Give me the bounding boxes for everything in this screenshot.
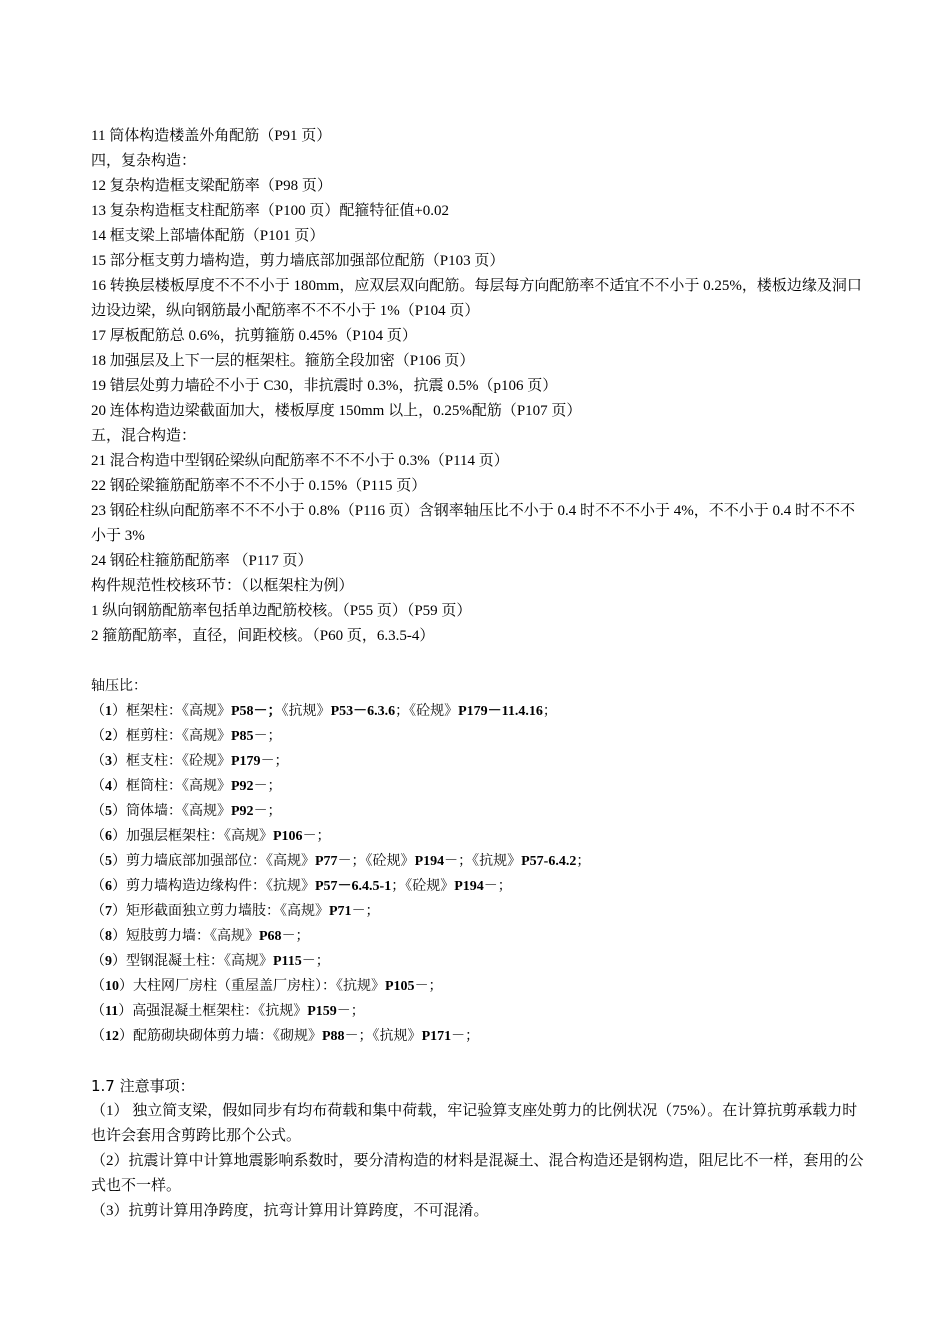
paragraph: 18 加强层及上下一层的框架柱。箍筋全段加密（P106 页）	[91, 353, 475, 369]
axial-ratio-item	[91, 749, 865, 774]
axial-ratio-text: P179	[231, 754, 261, 769]
spacer	[91, 649, 865, 674]
axial-ratio-text: （	[91, 904, 105, 919]
axial-ratio-text: （	[91, 854, 105, 869]
axial-ratio-text: 2	[105, 729, 112, 744]
paragraph: 22 钢砼梁箍筋配筋率不不不小于 0.15%（P115 页）	[91, 478, 427, 494]
axial-ratio-text: ）剪力墙构造边缘构件：《抗规》	[112, 879, 315, 894]
axial-ratio-text: 10	[105, 979, 119, 994]
axial-ratio-text: －；	[301, 954, 330, 969]
axial-ratio-text: P105	[385, 979, 415, 994]
axial-ratio-text: P194	[454, 879, 484, 894]
axial-ratio-text: －；	[253, 729, 282, 744]
note-item: （1） 独立简支梁，假如同步有均布荷载和集中荷载，牢记验算支座处剪力的比例状况（75%）。在计算抗剪承载力时也许会套用含剪跨比那个公式。	[91, 1103, 858, 1144]
paragraph: 20 连体构造边梁截面加大，楼板厚度 150mm 以上，0.25%配筋（P107 页）	[91, 403, 582, 419]
axial-ratio-item	[91, 724, 865, 749]
paragraph: 16 转换层楼板厚度不不不小于 180mm，应双层双向配筋。每层每方向配筋率不适宜不不小于 0.25%，楼板边缘及洞口边设边梁，纵向钢筋最小配筋率不不不小于 1%（P104 页）	[91, 278, 862, 319]
axial-ratio-text: P179－11.4.16	[458, 704, 543, 719]
paragraph: 19 错层处剪力墙砼不小于 C30，非抗震时 0.3%，抗震 0.5%（p106 页）	[91, 378, 558, 394]
axial-ratio-text: （	[91, 879, 105, 894]
paragraph: 23 钢砼柱纵向配筋率不不不小于 0.8%（P116 页）含钢率轴压比不小于 0.4 时不不不小于 4%，不不小于 0.4 时不不不小于 3%	[91, 503, 856, 544]
axial-ratio-text: P71	[329, 904, 352, 919]
axial-ratio-item	[91, 774, 865, 799]
axial-ratio-title: 轴压比：	[91, 678, 147, 694]
axial-ratio-text: 9	[105, 954, 112, 969]
axial-ratio-text: －；	[281, 929, 310, 944]
axial-ratio-text: －；《砼规》	[337, 854, 415, 869]
axial-ratio-item	[91, 999, 865, 1024]
axial-ratio-text: ）框筒柱：《高规》	[112, 779, 231, 794]
axial-ratio-text: ）框架柱：《高规》	[112, 704, 231, 719]
axial-ratio-text: ；《砼规》	[395, 704, 459, 719]
axial-ratio-text: P92	[231, 804, 254, 819]
axial-ratio-text: P53－6.3.6	[330, 704, 396, 719]
paragraph: 12 复杂构造框支梁配筋率（P98 页）	[91, 178, 332, 194]
axial-ratio-text: －；	[483, 879, 512, 894]
axial-ratio-text: P171	[421, 1029, 452, 1044]
axial-ratio-text: 5	[105, 854, 112, 869]
axial-ratio-text: （	[91, 1004, 105, 1019]
axial-ratio-text: ）框支柱：《砼规》	[112, 754, 231, 769]
axial-ratio-text: P106	[273, 829, 303, 844]
axial-ratio-item	[91, 849, 865, 874]
axial-ratio-text: －；	[253, 804, 282, 819]
axial-ratio-text: 5	[105, 804, 112, 819]
axial-ratio-text: （	[91, 704, 105, 719]
notes-title: 1.7 注意事项：	[91, 1077, 195, 1095]
axial-ratio-text: 4	[105, 779, 112, 794]
axial-ratio-text: P194	[414, 854, 445, 869]
axial-ratio-item	[91, 824, 865, 849]
axial-ratio-text: ）筒体墙：《高规》	[112, 804, 231, 819]
axial-ratio-text: ）剪力墙底部加强部位：《高规》	[112, 854, 315, 869]
paragraph: 15 部分框支剪力墙构造，剪力墙底部加强部位配筋（P103 页）	[91, 253, 505, 269]
axial-ratio-text: 8	[105, 929, 112, 944]
paragraph: 13 复杂构造框支柱配筋率（P100 页）配箍特征值+0.02	[91, 203, 450, 219]
axial-ratio-text: ；	[576, 854, 591, 869]
axial-ratio-text: （	[91, 754, 105, 769]
axial-ratio-text: 6	[105, 879, 112, 894]
axial-ratio-text: －；	[260, 754, 289, 769]
axial-ratio-item	[91, 899, 865, 924]
axial-ratio-item	[91, 974, 865, 999]
note-item: （3）抗剪计算用净跨度，抗弯计算用计算跨度，不可混淆。	[91, 1203, 489, 1219]
paragraph: 17 厚板配筋总 0.6%，抗剪箍筋 0.45%（P104 页）	[91, 328, 417, 344]
axial-ratio-text: P57－6.4.5-1	[315, 879, 392, 894]
axial-ratio-text: （	[91, 954, 105, 969]
document-body	[91, 124, 865, 1224]
axial-ratio-text: P159	[307, 1004, 337, 1019]
axial-ratio-text: ）矩形截面独立剪力墙肢：《高规》	[112, 904, 329, 919]
axial-ratio-item	[91, 924, 865, 949]
section-heading: 五，混合构造：	[91, 428, 197, 444]
axial-ratio-item	[91, 699, 865, 724]
paragraph: 21 混合构造中型钢砼梁纵向配筋率不不不小于 0.3%（P114 页）	[91, 453, 509, 469]
axial-ratio-text: P77	[315, 854, 338, 869]
axial-ratio-text: 11	[105, 1004, 119, 1019]
axial-ratio-text: P115	[273, 954, 302, 969]
axial-ratio-text: （	[91, 829, 105, 844]
axial-ratio-text: －；《抗规》	[344, 1029, 422, 1044]
paragraph: 14 框支梁上部墙体配筋（P101 页）	[91, 228, 325, 244]
axial-ratio-text: ）配筋砌块砌体剪力墙：《砌规》	[119, 1029, 322, 1044]
axial-ratio-text: ）加强层框架柱：《高规》	[112, 829, 273, 844]
axial-ratio-text: －；	[302, 829, 331, 844]
axial-ratio-text: ）短肢剪力墙：《高规》	[112, 929, 259, 944]
axial-ratio-text: 《抗规》	[281, 704, 331, 719]
axial-ratio-text: P88	[322, 1029, 345, 1044]
axial-ratio-text: －；	[253, 779, 282, 794]
axial-ratio-text: －；	[414, 979, 443, 994]
paragraph: 2 箍筋配筋率，直径，间距校核。（P60 页，6.3.5-4）	[91, 628, 435, 644]
axial-ratio-text: （	[91, 1029, 105, 1044]
axial-ratio-text: 12	[105, 1029, 119, 1044]
axial-ratio-item	[91, 874, 865, 899]
axial-ratio-text: ）高强混凝土框架柱：《抗规》	[118, 1004, 308, 1019]
axial-ratio-text: ）型钢混凝土柱：《高规》	[112, 954, 273, 969]
paragraph: 24 钢砼柱箍筋配筋率 （P117 页）	[91, 553, 313, 569]
axial-ratio-text: 6	[105, 829, 112, 844]
paragraph: 11 筒体构造楼盖外角配筋（P91 页）	[91, 128, 332, 144]
axial-ratio-text: 1	[105, 704, 112, 719]
axial-ratio-text: ；《砼规》	[391, 879, 455, 894]
axial-ratio-text: 7	[105, 904, 112, 919]
axial-ratio-text: （	[91, 979, 105, 994]
axial-ratio-item	[91, 799, 865, 824]
paragraph: 构件规范性校核环节：（以框架柱为例）	[91, 578, 354, 594]
axial-ratio-text: P85	[231, 729, 254, 744]
axial-ratio-text: 3	[105, 754, 112, 769]
axial-ratio-list	[91, 699, 865, 1049]
notes-section	[91, 1074, 865, 1224]
section-heading: 四，复杂构造：	[91, 153, 197, 169]
axial-ratio-text: －；	[336, 1004, 365, 1019]
paragraph: 1 纵向钢筋配筋率包括单边配筋校核。（P55 页）（P59 页）	[91, 603, 472, 619]
axial-ratio-text: ）大柱网厂房柱（重屋盖厂房柱）：《抗规》	[119, 979, 385, 994]
axial-ratio-text: ；	[542, 704, 557, 719]
axial-ratio-text: －；《抗规》	[444, 854, 522, 869]
axial-ratio-text: －；	[351, 904, 380, 919]
axial-ratio-item	[91, 1024, 865, 1049]
spacer	[91, 1049, 865, 1074]
note-item: （2）抗震计算中计算地震影响系数时，要分清构造的材料是混凝土、混合构造还是钢构造，阻尼比不一样，套用的公式也不一样。	[91, 1153, 864, 1194]
axial-ratio-section	[91, 674, 865, 1049]
axial-ratio-text: （	[91, 729, 105, 744]
axial-ratio-text: （	[91, 929, 105, 944]
axial-ratio-text: P68	[259, 929, 282, 944]
axial-ratio-text: （	[91, 779, 105, 794]
axial-ratio-text: P57-6.4.2	[521, 854, 577, 869]
axial-ratio-text: ）框剪柱：《高规》	[112, 729, 231, 744]
axial-ratio-item	[91, 949, 865, 974]
axial-ratio-text: P58－；	[231, 704, 282, 719]
axial-ratio-text: P92	[231, 779, 254, 794]
axial-ratio-text: （	[91, 804, 105, 819]
axial-ratio-text: －；	[451, 1029, 480, 1044]
